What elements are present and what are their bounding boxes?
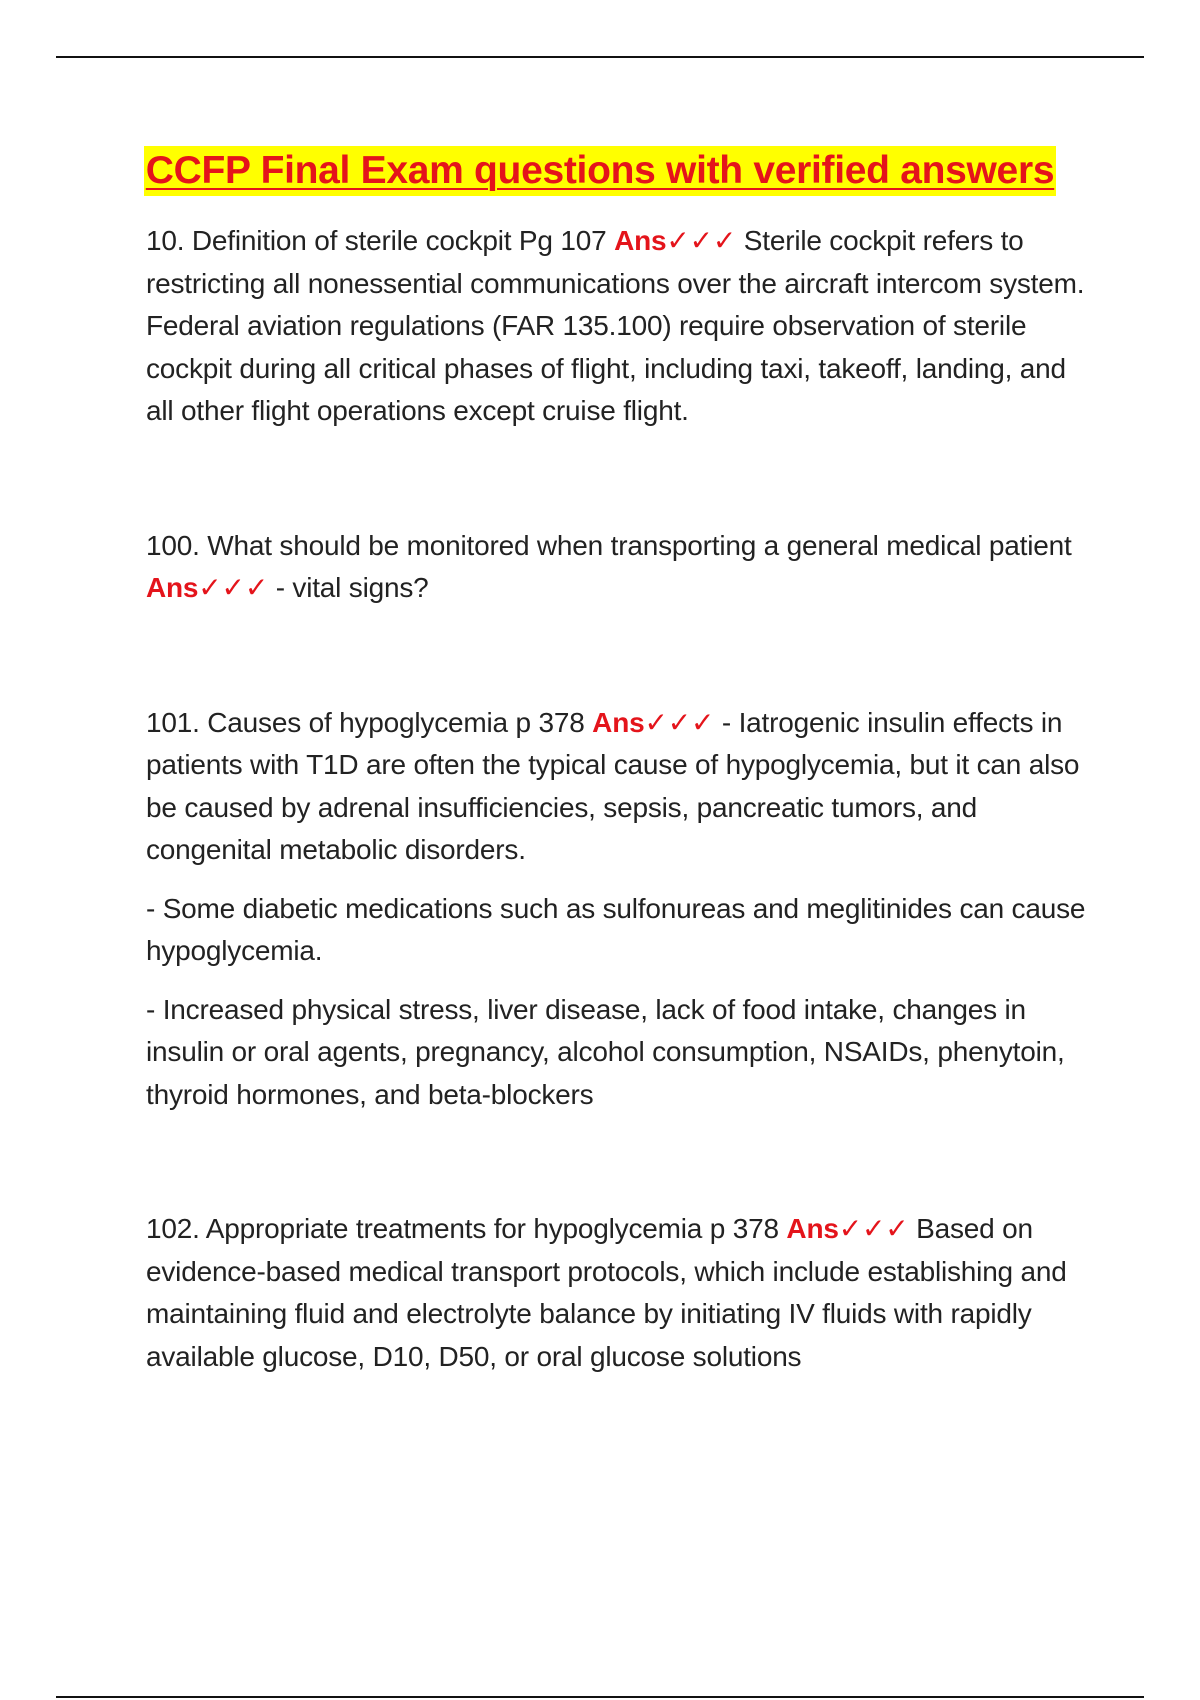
ans-label: Ans	[146, 572, 199, 603]
answer-text: - vital signs?	[275, 572, 429, 603]
qa-item-101	[146, 702, 1096, 872]
ans-label: Ans	[592, 706, 645, 738]
qa-item-100	[146, 525, 1096, 610]
answer-text: - Iatrogenic insulin effects in patients with T1D are often the typical cause of hypoglycemia, but it can also be caused by adrenal insufficiencies, sepsis, pancreatic tumors, and congenital metabolic disorders.	[146, 706, 1080, 865]
qa-item-101-sub-point: - Increased physical stress, liver disease, lack of food intake, changes in insulin or oral agents, pregnancy, alcohol consumption, NSAIDs, phenytoin, thyroid hormones, and beta-blockers	[146, 993, 1065, 1110]
qa-item-101-sub-point: - Some diabetic medications such as sulfonureas and meglitinides can cause hypoglycemia.	[146, 892, 1086, 966]
bottom-divider	[56, 1696, 1144, 1698]
document-title: CCFP Final Exam questions with verified answers	[144, 146, 1056, 196]
question-text: 102. Appropriate treatments for hypoglycemia p 378	[146, 1213, 779, 1244]
question-text: 101. Causes of hypoglycemia p 378	[146, 706, 585, 738]
qa-item-10	[146, 220, 1096, 433]
qa-item-102	[146, 1208, 1096, 1378]
title-container	[0, 146, 1200, 196]
checkmark-icon: ✓✓✓	[838, 1213, 909, 1244]
answer-text: Based on evidence-based medical transport protocols, which include establishing and maintaining fluid and electrolyte balance by initiating IV fluids with rapidly available glucose, D10, D50, or oral glucose solutions	[146, 1213, 1067, 1372]
top-divider	[56, 56, 1144, 58]
ans-label: Ans	[786, 1213, 839, 1244]
document-body	[146, 220, 1096, 1378]
checkmark-icon: ✓✓✓	[644, 706, 715, 738]
ans-label: Ans	[614, 225, 667, 256]
question-text: 10. Definition of sterile cockpit Pg 107	[146, 225, 607, 256]
checkmark-icon: ✓✓✓	[666, 225, 737, 256]
answer-text: Sterile cockpit refers to restricting all nonessential communications over the aircraft intercom system. Federal aviation regulations (FAR 135.100) require observation of sterile cockpit during all critical phases of flight, including taxi, takeoff, landing, and all other flight operations except cruise flight.	[146, 225, 1085, 426]
checkmark-icon: ✓✓✓	[198, 572, 269, 603]
question-text: 100. What should be monitored when transporting a general medical patient	[146, 529, 1072, 561]
